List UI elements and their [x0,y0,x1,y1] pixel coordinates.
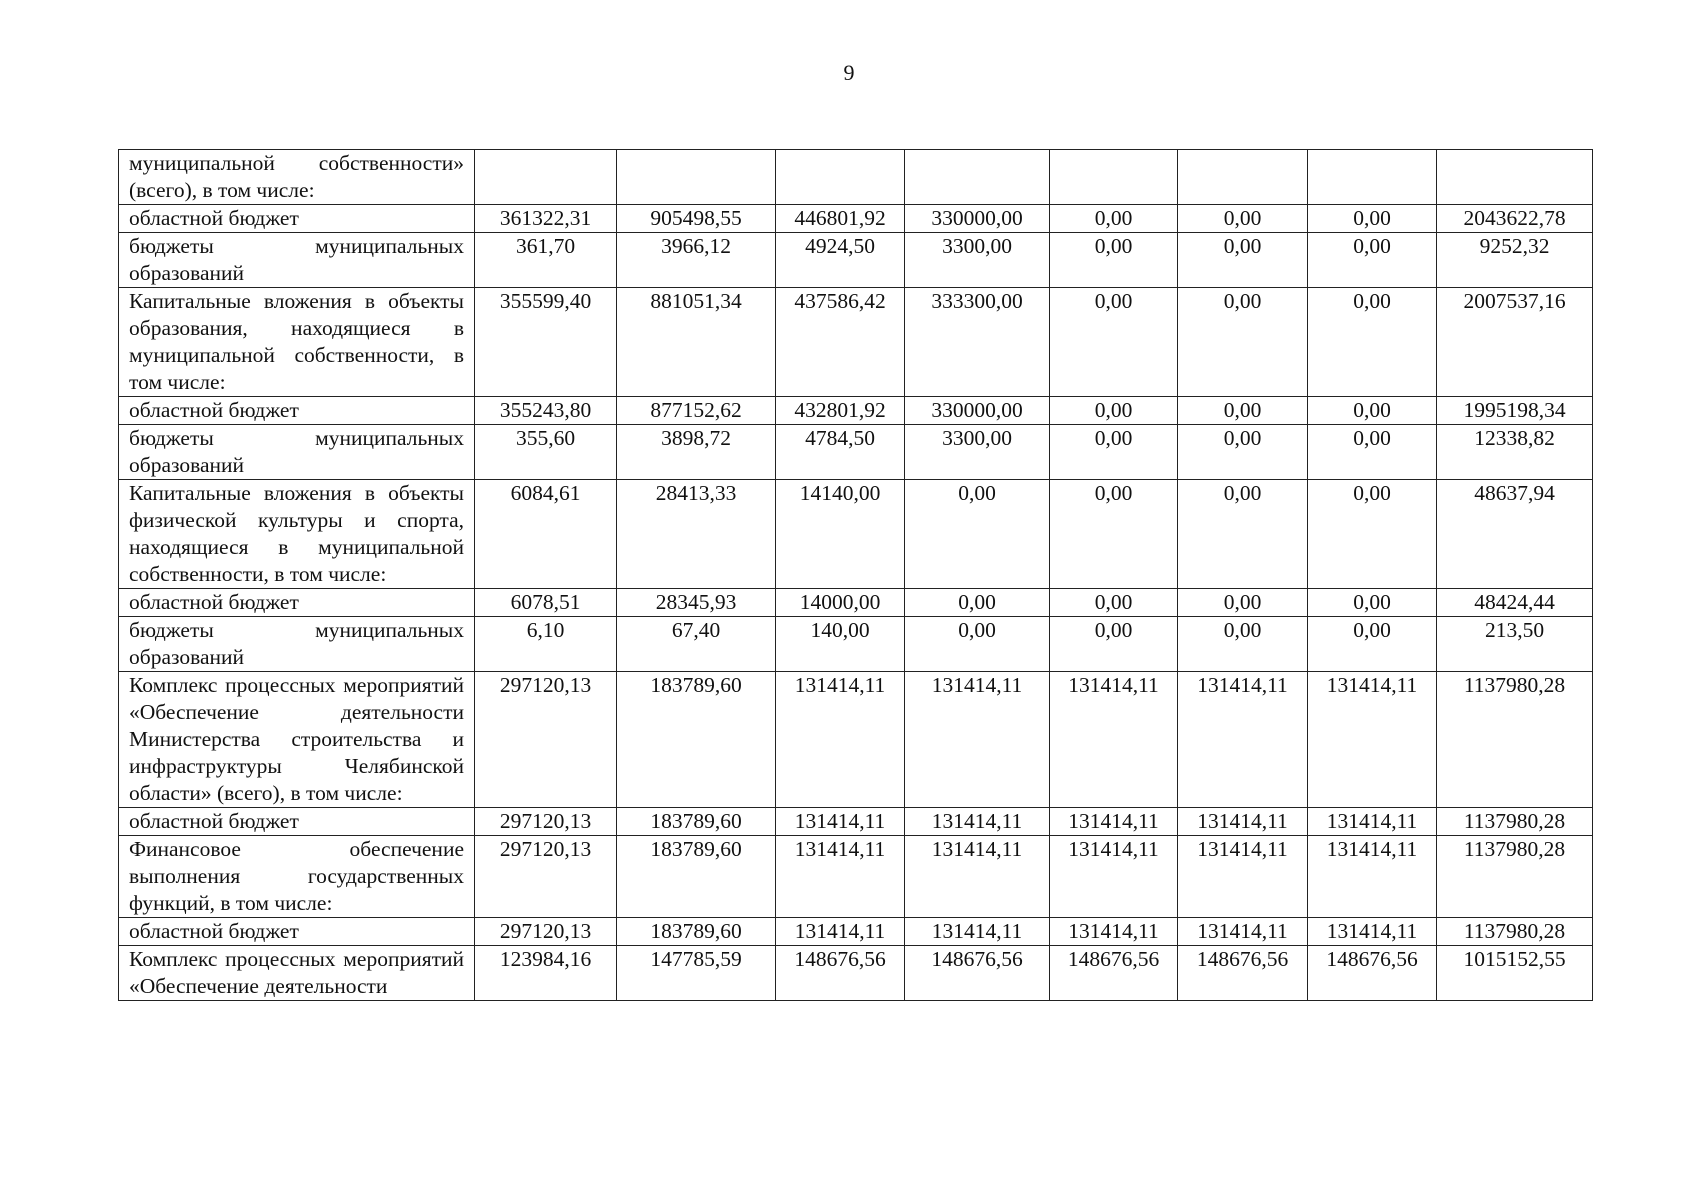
value-cell: 6,10 [475,617,617,672]
value-cell [1308,150,1437,205]
value-cell: 0,00 [1178,233,1308,288]
value-cell: 0,00 [1050,397,1178,425]
value-cell: 0,00 [1050,288,1178,397]
value-cell: 0,00 [1308,233,1437,288]
value-cell: 330000,00 [905,397,1050,425]
value-cell [617,150,776,205]
value-cell: 131414,11 [1308,672,1437,808]
value-cell: 0,00 [1178,617,1308,672]
value-cell: 131414,11 [1308,808,1437,836]
value-cell: 0,00 [1308,205,1437,233]
value-cell: 183789,60 [617,836,776,918]
value-cell: 1995198,34 [1437,397,1593,425]
row-label: бюджеты муниципальных образований [119,233,475,288]
value-cell: 123984,16 [475,946,617,1001]
value-cell: 183789,60 [617,808,776,836]
table-row [119,808,1593,836]
value-cell: 881051,34 [617,288,776,397]
value-cell: 1137980,28 [1437,836,1593,918]
table-row [119,233,1593,288]
value-cell: 297120,13 [475,918,617,946]
value-cell: 361322,31 [475,205,617,233]
value-cell [905,150,1050,205]
value-cell: 0,00 [1308,589,1437,617]
value-cell: 131414,11 [1308,918,1437,946]
value-cell: 0,00 [1050,589,1178,617]
value-cell: 1015152,55 [1437,946,1593,1001]
value-cell: 131414,11 [776,836,905,918]
budget-table [118,149,1593,1001]
row-label: областной бюджет [119,808,475,836]
value-cell: 0,00 [1308,397,1437,425]
value-cell: 2007537,16 [1437,288,1593,397]
value-cell: 28345,93 [617,589,776,617]
value-cell: 0,00 [905,589,1050,617]
value-cell: 131414,11 [1178,836,1308,918]
page-number: 9 [843,60,855,85]
value-cell: 0,00 [905,480,1050,589]
table-row [119,918,1593,946]
table-row [119,397,1593,425]
value-cell: 333300,00 [905,288,1050,397]
value-cell: 0,00 [1308,288,1437,397]
value-cell: 67,40 [617,617,776,672]
value-cell: 3300,00 [905,425,1050,480]
value-cell [776,150,905,205]
row-label: Комплекс процессных мероприятий «Обеспечение деятельности Министерства строительства и инфраструктуры Челябинской области» (всего), в том числе: [119,672,475,808]
value-cell: 1137980,28 [1437,918,1593,946]
value-cell: 14140,00 [776,480,905,589]
value-cell [1437,150,1593,205]
value-cell: 0,00 [1308,480,1437,589]
value-cell: 48637,94 [1437,480,1593,589]
value-cell: 2043622,78 [1437,205,1593,233]
row-label: областной бюджет [119,589,475,617]
row-label: Капитальные вложения в объекты физической культуры и спорта, находящиеся в муниципальной собственности, в том числе: [119,480,475,589]
value-cell: 0,00 [1178,205,1308,233]
value-cell: 1137980,28 [1437,808,1593,836]
value-cell: 0,00 [1050,480,1178,589]
value-cell: 183789,60 [617,918,776,946]
value-cell: 183789,60 [617,672,776,808]
table-row [119,205,1593,233]
value-cell: 131414,11 [776,808,905,836]
value-cell: 0,00 [1308,617,1437,672]
value-cell: 131414,11 [776,918,905,946]
value-cell: 131414,11 [776,672,905,808]
value-cell: 355599,40 [475,288,617,397]
row-label: бюджеты муниципальных образований [119,617,475,672]
row-label: бюджеты муниципальных образований [119,425,475,480]
value-cell: 131414,11 [905,808,1050,836]
table-body [119,150,1593,1001]
row-label: Капитальные вложения в объекты образования, находящиеся в муниципальной собственности, в том числе: [119,288,475,397]
value-cell [1178,150,1308,205]
table-row [119,480,1593,589]
value-cell: 0,00 [1050,425,1178,480]
row-label: областной бюджет [119,397,475,425]
value-cell: 0,00 [1050,233,1178,288]
value-cell: 6084,61 [475,480,617,589]
value-cell: 131414,11 [1050,836,1178,918]
value-cell: 432801,92 [776,397,905,425]
value-cell: 147785,59 [617,946,776,1001]
value-cell: 0,00 [1178,397,1308,425]
value-cell: 148676,56 [1050,946,1178,1001]
value-cell: 28413,33 [617,480,776,589]
value-cell: 131414,11 [905,672,1050,808]
row-label: Финансовое обеспечение выполнения государственных функций, в том числе: [119,836,475,918]
value-cell: 12338,82 [1437,425,1593,480]
value-cell: 330000,00 [905,205,1050,233]
value-cell: 131414,11 [1050,808,1178,836]
value-cell: 131414,11 [1178,672,1308,808]
value-cell: 48424,44 [1437,589,1593,617]
row-label: областной бюджет [119,205,475,233]
table-row [119,672,1593,808]
value-cell: 0,00 [1050,205,1178,233]
row-label: областной бюджет [119,918,475,946]
value-cell: 4924,50 [776,233,905,288]
table-row [119,617,1593,672]
value-cell: 140,00 [776,617,905,672]
value-cell: 1137980,28 [1437,672,1593,808]
value-cell: 355,60 [475,425,617,480]
table-row [119,589,1593,617]
value-cell: 3966,12 [617,233,776,288]
value-cell: 131414,11 [905,918,1050,946]
value-cell: 437586,42 [776,288,905,397]
value-cell: 877152,62 [617,397,776,425]
value-cell: 0,00 [1178,288,1308,397]
value-cell: 131414,11 [1178,918,1308,946]
value-cell: 297120,13 [475,836,617,918]
value-cell: 361,70 [475,233,617,288]
value-cell: 0,00 [905,617,1050,672]
value-cell: 148676,56 [905,946,1050,1001]
value-cell: 9252,32 [1437,233,1593,288]
table-row [119,288,1593,397]
value-cell: 355243,80 [475,397,617,425]
value-cell: 148676,56 [1178,946,1308,1001]
value-cell: 4784,50 [776,425,905,480]
value-cell: 905498,55 [617,205,776,233]
row-label: муниципальной собственности» (всего), в том числе: [119,150,475,205]
value-cell: 131414,11 [1050,918,1178,946]
value-cell: 446801,92 [776,205,905,233]
value-cell: 131414,11 [1050,672,1178,808]
table-row [119,836,1593,918]
value-cell: 3898,72 [617,425,776,480]
value-cell: 297120,13 [475,672,617,808]
value-cell: 131414,11 [1308,836,1437,918]
value-cell: 213,50 [1437,617,1593,672]
value-cell: 131414,11 [905,836,1050,918]
value-cell: 0,00 [1050,617,1178,672]
value-cell: 14000,00 [776,589,905,617]
table-row [119,946,1593,1001]
value-cell: 148676,56 [776,946,905,1001]
value-cell: 0,00 [1178,425,1308,480]
value-cell: 297120,13 [475,808,617,836]
table-row [119,425,1593,480]
table-row [119,150,1593,205]
value-cell: 148676,56 [1308,946,1437,1001]
value-cell [475,150,617,205]
value-cell: 3300,00 [905,233,1050,288]
value-cell: 131414,11 [1178,808,1308,836]
row-label: Комплекс процессных мероприятий «Обеспечение деятельности [119,946,475,1001]
value-cell: 0,00 [1178,480,1308,589]
value-cell: 6078,51 [475,589,617,617]
value-cell: 0,00 [1178,589,1308,617]
value-cell: 0,00 [1308,425,1437,480]
value-cell [1050,150,1178,205]
